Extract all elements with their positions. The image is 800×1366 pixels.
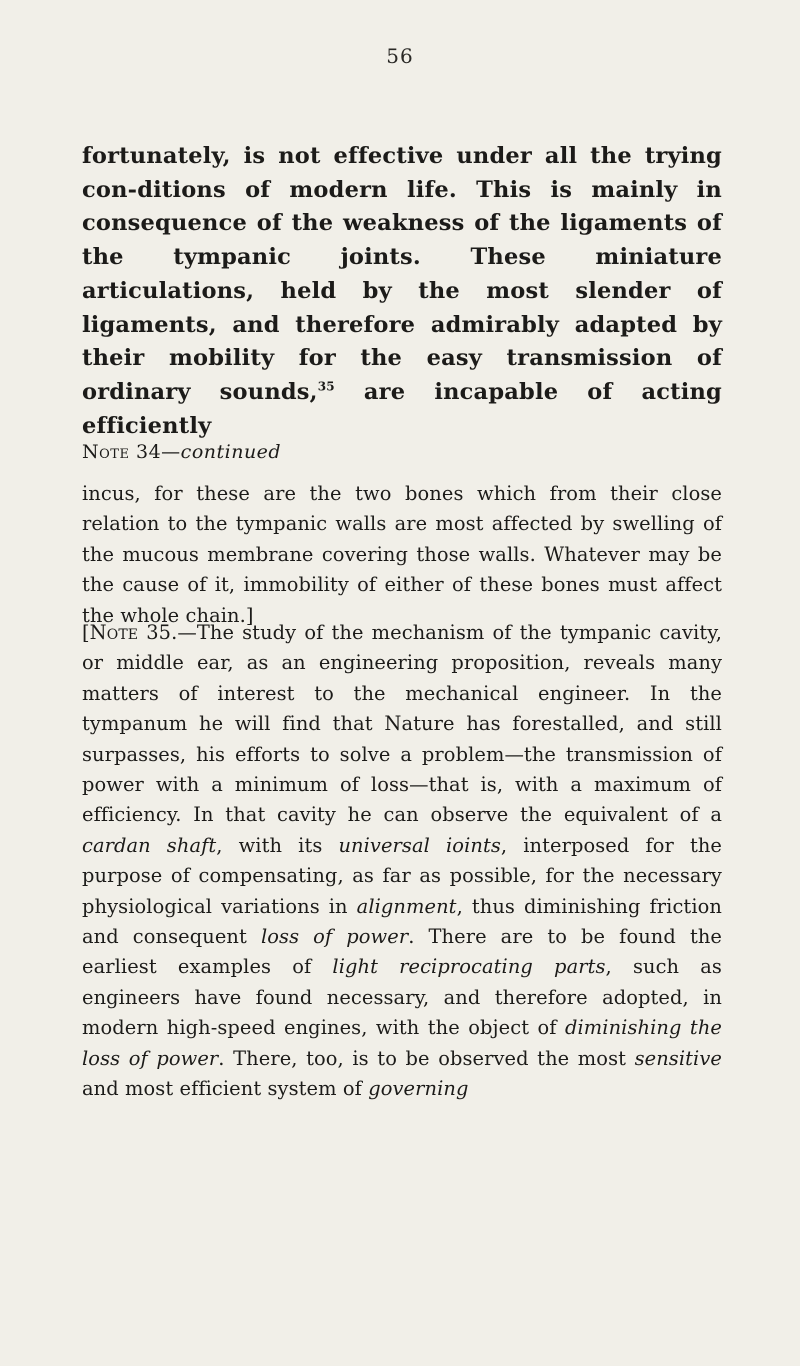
note-text-part: , interposed for the purpose of compensating, as far as possible, for the necessary physiological variations in bbox=[82, 833, 722, 918]
italic-term: loss of power bbox=[260, 925, 409, 949]
body-text-part: fortunately, is not effective under all the trying con-ditions of modern life. This is mainly in consequence of the weakness of the ligaments of the tympanic joints. These miniature articulations, held by the most slender of ligaments, and therefore admirably adapted by their mobility for the easy transmission of ordinary sounds, bbox=[82, 143, 722, 405]
note-text-part: , thus diminishing friction and consequent bbox=[82, 894, 722, 949]
note-text-part: . There are to be found the earliest examples of bbox=[82, 925, 722, 979]
note-text-part: and most efficient system of bbox=[82, 1077, 369, 1101]
italic-term: light reciprocating parts bbox=[332, 955, 606, 979]
note-34-heading bbox=[82, 438, 722, 466]
note-text-part: , with its bbox=[216, 833, 339, 857]
page-number: 56 bbox=[386, 44, 414, 68]
note-label: Note bbox=[89, 621, 139, 644]
note-continued-label: continued bbox=[180, 441, 282, 463]
note-text-part: . There, too, is to be observed the most bbox=[218, 1046, 635, 1070]
footnote-reference: 35 bbox=[317, 379, 335, 394]
italic-term: sensitive bbox=[634, 1046, 722, 1070]
italic-term: alignment bbox=[356, 894, 457, 918]
note-label: Note 34 bbox=[82, 441, 162, 463]
note-34-text: incus, for these are the two bones which from their close relation to the tympanic walls are most affected by swelling of the mucous membrane covering those walls. Whatever may be the cause of it, immobility of either of these bones must affect the whole chain.] bbox=[82, 482, 722, 627]
note-35-text bbox=[82, 618, 722, 1105]
italic-term: diminishing the loss of power bbox=[82, 1016, 722, 1070]
body-paragraph bbox=[82, 140, 722, 443]
italic-term: universal ioints bbox=[338, 833, 501, 857]
note-text-part: , such as engineers have found necessary, and therefore adopted, in modern high-speed engines, with the object of bbox=[82, 955, 722, 1040]
bracket-open: [ bbox=[82, 621, 90, 644]
italic-term: cardan shaft bbox=[82, 833, 217, 857]
body-text-part: are incapable of acting efficiently bbox=[82, 378, 722, 439]
note-text-part: 35.—The study of the mechanism of the tympanic cavity, or middle ear, as an engineering proposition, reveals many matters of interest to the mechanical engineer. In the tympanum he will find that Nature has forestalled, and still surpasses, his efforts to solve a problem—the transmission of power with a minimum of loss—that is, with a maximum of efficiency. In that cavity he can observe the equivalent of a bbox=[82, 621, 722, 827]
note-dash: — bbox=[161, 441, 181, 463]
italic-term: governing bbox=[368, 1077, 469, 1101]
